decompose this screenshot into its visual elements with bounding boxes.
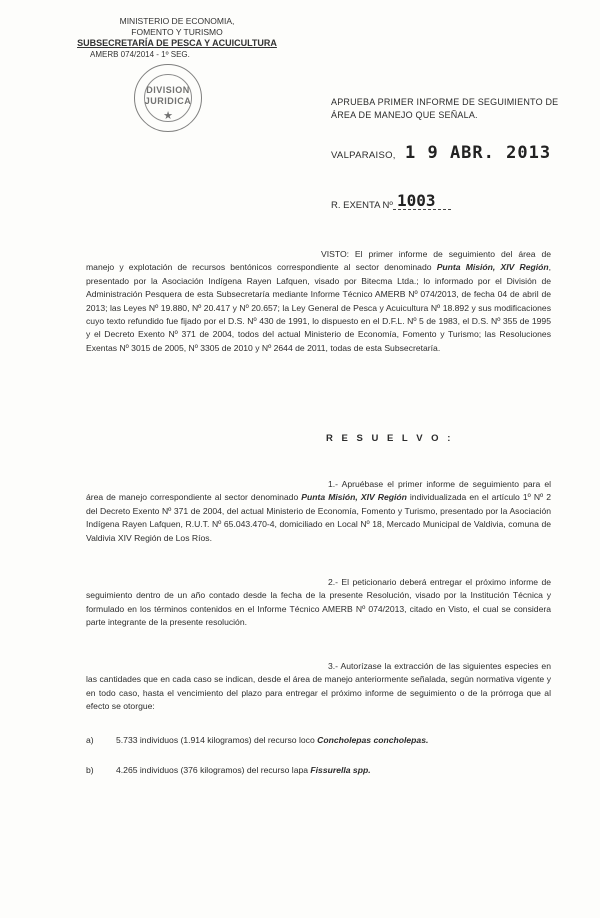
resolution-number-underline <box>393 209 451 210</box>
visto-sector-name: Punta Misión, XIV Región <box>436 262 549 273</box>
list-item-letter: a) <box>86 735 94 745</box>
seal-text-line1: DIVISION <box>146 85 190 95</box>
seal-star-icon: ★ <box>163 110 173 122</box>
list-item-letter: b) <box>86 765 94 775</box>
point-1-lead: 1.- Apruébase el primer informe de seguimiento <box>328 479 520 489</box>
date-stamp: 1 9 ABR. 2013 <box>405 143 552 163</box>
point-2-paragraph <box>86 576 551 630</box>
resolution-label: R. EXENTA Nº <box>331 200 393 211</box>
point-1-text-1: para el área de manejo correspondiente al sector denominado <box>86 479 552 503</box>
resuelvo-heading: R E S U E L V O : <box>326 433 454 444</box>
list-item-species: Fissurella spp. <box>310 765 371 775</box>
list-item-text: 5.733 individuos (1.914 kilogramos) del recurso loco <box>116 735 318 745</box>
visto-text-2: , presentado por la Asociación Indígena Rayen Lafquen, visado por Bitecma Ltda.; lo informado por el División de Administración Pesquera de esta Subsecretaría mediante Informe Técnico AMERB Nº 074/2013, de fecha 04 de abril de 2013; las Leyes Nº 19.880, Nº 20.417 y Nº 20.657; la Ley General de Pesca y Acuicultura Nº 18.892 y sus modificaciones cuyo texto refundido fue fijado por el D.S. Nº 430 de 1991, lo dispuesto en el D.F.L. Nº 5 de 1983, el D.S. Nº 355 de 1995 y el Decreto Exento Nº 371 de 2004, todos del actual Ministerio de Economía, Fomento y Turismo; las Resoluciones Exentas Nº 3015 de 2005, Nº 3305 de 2010 y Nº 2644 de 2011, todas de esta Subsecretaría. <box>86 262 552 353</box>
point-3-text: especies en las cantidades que en cada caso se indican, desde el área de manejo anteriormente señalada, según normativa vigente y en todo caso, hasta el vencimiento del plazo para entregar el próximo informe de seguimiento o de la prórroga que al efecto se otorgue: <box>86 661 551 712</box>
list-item <box>86 734 551 747</box>
department-line: FOMENTO Y TURISMO <box>131 27 223 37</box>
resolution-number-line <box>331 191 436 211</box>
visto-lead: VISTO: El primer informe de seguimiento del área <box>321 249 536 259</box>
seal-text-line2: JURIDICA <box>144 96 192 106</box>
resolution-subject: APRUEBA PRIMER INFORME DE SEGUIMIENTO DE ÁREA DE MANEJO QUE SEÑALA. <box>331 97 559 120</box>
subsecretaria-line: SUBSECRETARÍA DE PESCA Y ACUICULTURA <box>77 38 277 48</box>
point-2-text: informe de seguimiento dentro de un año contado desde la fecha de la presente Resolución, visado por la Institución Técnica y formulado en los términos contenidos en el Informe Técnico AMERB Nº 074/2013, citado en Visto, el cual se considera parte integrante de la presente resolución. <box>86 577 552 628</box>
date-line <box>331 143 552 163</box>
reference-code: AMERB 074/2014 - 1º SEG. <box>90 50 190 59</box>
point-1-sector-name: Punta Misión, XIV Región <box>301 492 407 503</box>
list-item-species: Concholepas concholepas. <box>317 735 429 745</box>
letterhead <box>72 16 282 60</box>
point-1-paragraph <box>86 478 551 545</box>
point-1-text-2: individualizada en el artículo 1º Nº 2 del Decreto Exento Nº 371 de 2004, del actual Ministerio de Economía, Fomento y Turismo, presentado por la Asociación Indígena Rayen Lafquen, R.U.T. Nº 65.043.470-4, domiciliado en Local Nº 18, Mercado Municipal de Valdivia, comuna de Valdivia XIV Región de Los Ríos. <box>86 492 552 543</box>
point-2-lead: 2.- El peticionario deberá entregar el próximo <box>328 577 506 587</box>
visto-paragraph <box>86 248 551 355</box>
point-3-paragraph <box>86 660 551 714</box>
city-label: VALPARAISO, <box>331 150 396 161</box>
division-juridica-seal <box>134 64 202 132</box>
ministry-line: MINISTERIO DE ECONOMIA, <box>119 16 235 26</box>
list-item <box>86 764 551 777</box>
list-item-text: 4.265 individuos (376 kilogramos) del recurso lapa <box>116 765 311 775</box>
visto-text-1: de manejo y explotación de recursos bentónicos correspondiente al sector denominado <box>86 249 551 273</box>
resolution-number: 1003 <box>397 191 436 210</box>
point-3-lead: 3.- Autorízase la extracción de las siguientes <box>328 661 502 671</box>
